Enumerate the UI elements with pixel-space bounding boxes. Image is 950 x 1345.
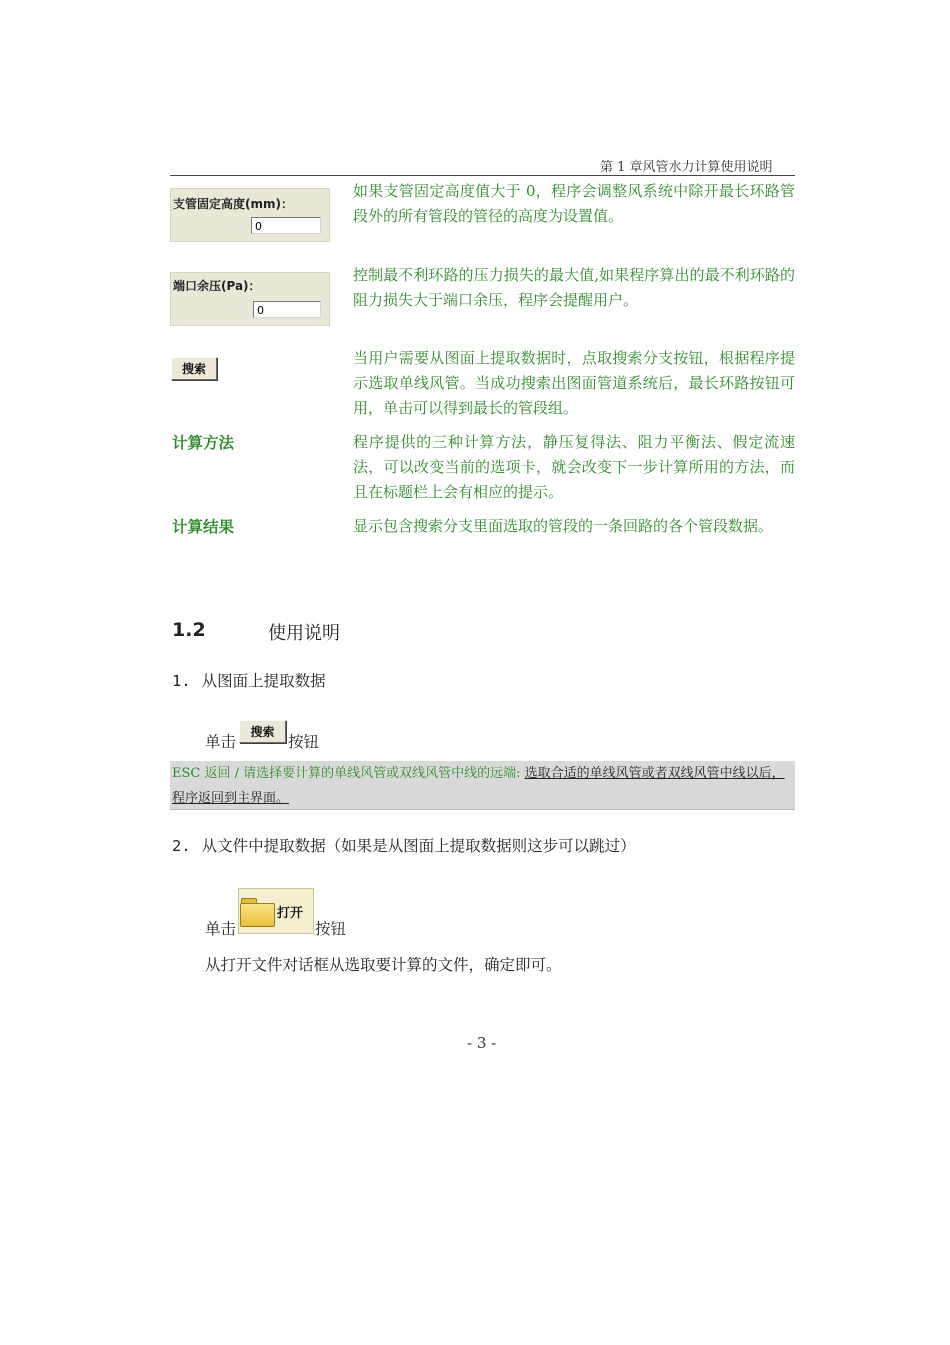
step2-heading: [172, 834, 636, 856]
search-desc: 当用户需要从图面上提取数据时，点取搜索分支按钮，根据程序提示选取单线风管。当成功搜索出图面管道系统后，最长环路按钮可用，单击可以得到最长的管段组。: [353, 349, 795, 417]
port-pressure-label: 端口余压(Pa)：: [173, 279, 261, 293]
step2-number: 2.: [172, 837, 191, 855]
branch-height-desc: 如果支管固定高度值大于 0，程序会调整风系统中除开最长环路管段外的所有管段的管径的高度为设置值。: [353, 182, 795, 225]
header-divider: [170, 175, 795, 176]
step1-heading: [172, 669, 326, 691]
open-button-label: 打开: [277, 905, 304, 921]
calc-method-desc: 程序提供的三种计算方法，静压复得法、阻力平衡法、假定流速法，可以改变当前的选项卡，就会改变下一步计算所用的方法，而且在标题栏上会有相应的提示。: [353, 433, 795, 501]
search-button[interactable]: 搜索: [171, 357, 217, 380]
step1-search-button[interactable]: 搜索: [239, 720, 286, 743]
folder-icon: [239, 896, 275, 926]
port-pressure-panel: [170, 272, 330, 326]
step2-note: 从打开文件对话框从选取要计算的文件，确定即可。: [205, 956, 562, 974]
branch-height-label: 支管固定高度(mm)：: [173, 197, 293, 211]
port-pressure-input[interactable]: 0: [253, 301, 321, 318]
open-button[interactable]: [238, 888, 314, 934]
step2-text: 从文件中提取数据（如果是从图面上提取数据则这步可以跳过）: [201, 837, 636, 855]
section-number: 1.2: [172, 619, 206, 641]
port-pressure-desc: 控制最不利环路的压力损失的最大值,如果程序算出的最不利环路的阻力损失大于端口余压，程序会提醒用户。: [353, 266, 795, 309]
calc-result-desc: 显示包含搜索分支里面选取的管段的一条回路的各个管段数据。: [353, 517, 774, 535]
running-header: 第 1 章风管水力计算使用说明: [600, 160, 773, 175]
step1-click-prefix: 单击: [205, 733, 237, 751]
calc-method-term: 计算方法: [172, 433, 235, 452]
step2-click-suffix: 按钮: [315, 920, 347, 938]
section-title: 使用说明: [268, 623, 340, 644]
step1-number: 1.: [172, 672, 191, 690]
calc-result-term: 计算结果: [172, 517, 235, 536]
step2-click-prefix: 单击: [205, 920, 237, 938]
step1-click-suffix: 按钮: [288, 733, 320, 751]
command-prompt-text: ESC 返回 / 请选择要计算的单线风管或双线风管中线的远端:: [172, 766, 525, 781]
branch-height-input[interactable]: 0: [251, 217, 321, 234]
command-result-text: 选取合适的单线风管或者双线风管中线以后，程序返回到主界面。: [172, 766, 785, 806]
page-number: - 3 -: [467, 1034, 497, 1052]
step1-text: 从图面上提取数据: [201, 672, 326, 690]
branch-height-panel: [170, 188, 330, 242]
command-line-bar: [170, 761, 795, 810]
